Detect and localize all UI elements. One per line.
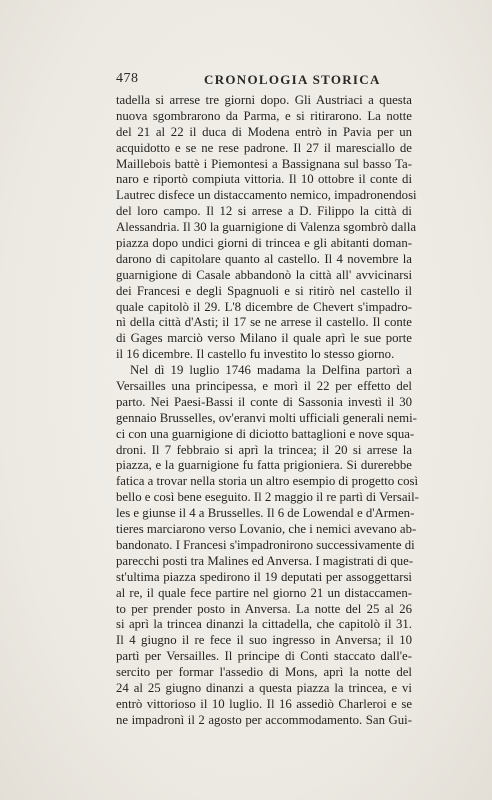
text-line: quale capitolò il 29. L'8 dicembre de Chevert s'impadro-: [116, 299, 412, 314]
text-line: st'ultima piazza spedirono il 19 deputati per assoggettarsi: [116, 569, 412, 584]
text-line: Lautrec disfece un distaccamento nemico, impadronendosi: [116, 188, 417, 203]
text-line: Nel dì 19 luglio 1746 madama la Delfina partorì a: [130, 363, 412, 378]
text-line: les e giunse il 4 a Brusselles. Il 6 de Lowendal e d'Armen-: [116, 506, 415, 521]
text-line: naro e riportò compiuta vittoria. Il 10 ottobre il conte di: [116, 172, 412, 187]
text-line: Il 4 giugno il re fece il suo ingresso in Anversa; il 10: [116, 633, 412, 648]
running-head: [116, 71, 398, 87]
text-line: ne impadronì il 2 agosto per accommodamento. San Gui-: [116, 712, 412, 727]
text-line: tadella si arrese tre giorni dopo. Gli Austriaci a questa: [116, 93, 412, 107]
text-line: 24 al 25 giugno dinanzi a questa piazza la trincea, e vi: [116, 680, 412, 695]
text-line: al re, il quale fece partire nel giorno 21 un distaccamen-: [116, 585, 412, 600]
text-line: piazza, e la guarnigione fu fatta prigioniera. Si durerebbe: [116, 458, 412, 473]
text-line: dei Francesi e degli Spagnuoli e si ritirò nel castello il: [116, 283, 412, 298]
text-line: Alessandria. Il 30 la guarnigione di Valenza sgombrò dalla: [116, 220, 417, 235]
text-line: acquidotto e se ne rese padrone. Il 27 il maresciallo de: [116, 140, 412, 155]
text-line: nì della città d'Asti; il 17 se ne arrese il castello. Il conte: [116, 315, 412, 330]
text-line: darono di capitolare quanto al castello. Il 4 novembre la: [116, 251, 412, 266]
body-text: [116, 93, 419, 729]
text-line: tieres marciarono verso Lovanio, che i nemici avevano ab-: [116, 522, 417, 537]
text-line: parto. Nei Paesi-Bassi il conte di Sassonia investì il 30: [116, 394, 412, 409]
text-line: to per prender posto in Anversa. La notte del 25 al 26: [116, 601, 412, 616]
text-line: partì per Versailles. Il principe di Conti staccato dall'e-: [116, 649, 412, 664]
text-line: bandonato. I Francesi s'impadronirono successivamente di: [116, 537, 415, 552]
text-line: sercito per formar l'assedio di Mons, aprì la notte del: [116, 665, 412, 680]
text-line: piazza dopo undici giorni di trincea e gli abitanti doman-: [116, 236, 412, 251]
text-line: Maillebois battè i Piemontesi a Bassignana sul basso Ta-: [116, 156, 412, 171]
text-line: entrò vittorioso il 10 luglio. Il 16 assediò Charleroi e se: [116, 696, 412, 711]
running-title: CRONOLOGIA STORICA: [204, 72, 381, 87]
text-line: nuova sgombrarono da Parma, e si ritirarono. La notte: [116, 108, 412, 123]
text-line: del 21 al 22 il duca di Modena entrò in Pavia per un: [116, 124, 412, 139]
text-line: parecchi posti tra Malines ed Anversa. I magistrati di que-: [116, 553, 414, 568]
text-line: Versailles una principessa, e morì il 22 per effetto del: [116, 379, 412, 394]
text-line: si aprì la trincea dinanzi la cittadella, che capitolò il 31.: [116, 617, 412, 632]
text-line: il 16 dicembre. Il castello fu investito lo stesso giorno.: [116, 347, 395, 362]
text-line: di Gages marciò verso Milano il quale aprì le sue porte: [116, 331, 412, 346]
text-line: del loro campo. Il 12 si arrese a D. Filippo la città di: [116, 204, 412, 219]
text-line: guarnigione di Casale abbandonò la città all' avvicinarsi: [116, 267, 412, 282]
text-line: fatica a trovar nella storia un altro esempio di progetto così: [116, 474, 419, 489]
page-number: 478: [116, 71, 139, 86]
text-line: bello e così bene eseguito. Il 2 maggio il re partì di Versail-: [116, 490, 419, 505]
text-line: ci con una guarnigione di diciotto battaglioni e nove squa-: [116, 426, 415, 441]
text-line: gennaio Brusselles, ov'eranvi molti ufficiali generali nemi-: [116, 410, 417, 425]
text-line: droni. Il 7 febbraio si aprì la trincea; il 20 si arrese la: [116, 442, 412, 457]
